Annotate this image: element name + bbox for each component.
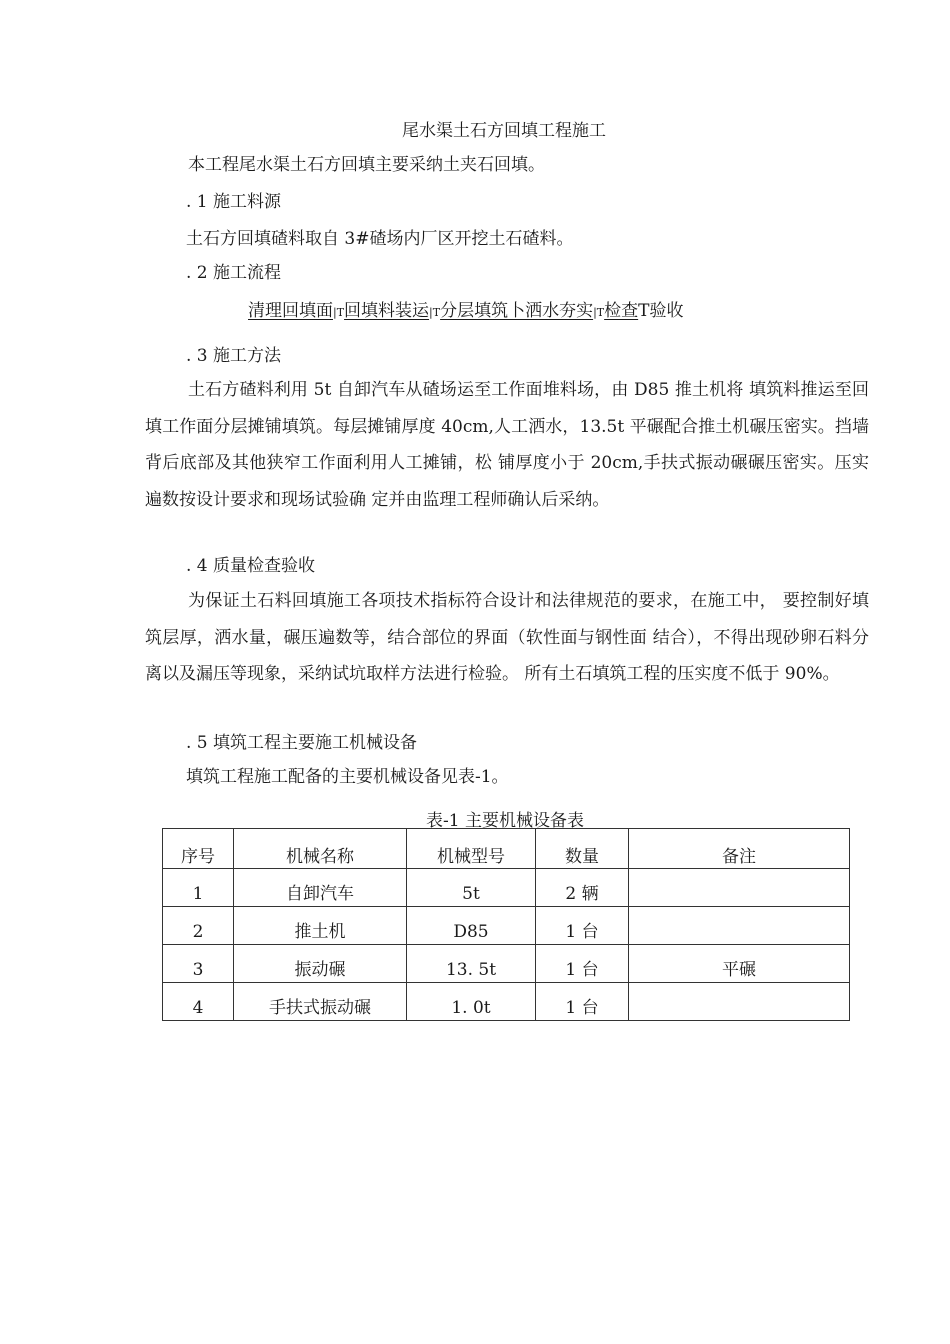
cell-machine-model: 5t <box>407 869 536 907</box>
section-5-heading: . 5 填筑工程主要施工机械设备 <box>186 733 418 753</box>
table-row <box>163 945 850 983</box>
cell-quantity: 1 台 <box>536 983 629 1021</box>
cell-index: 2 <box>163 907 234 945</box>
cell-remarks <box>629 869 850 907</box>
header-machine-model: 机械型号 <box>407 829 536 869</box>
table-header-row <box>163 829 850 869</box>
intro-paragraph: 本工程尾水渠土石方回填主要采纳土夹石回填。 <box>188 155 545 175</box>
cell-index: 1 <box>163 869 234 907</box>
cell-remarks <box>629 907 850 945</box>
flow-step-1: 清理回填面 <box>248 301 333 321</box>
cell-machine-name: 振动碾 <box>234 945 407 983</box>
cell-remarks <box>629 983 850 1021</box>
header-remarks: 备注 <box>629 829 850 869</box>
flow-step-2: 回填料装运 <box>344 301 430 321</box>
flow-separator-1: |T <box>333 306 345 319</box>
cell-machine-name: 手扶式振动碾 <box>234 983 407 1021</box>
equipment-table <box>162 828 850 1021</box>
section-1-body: 土石方回填碴料取自 3#碴场内厂区开挖土石碴料。 <box>186 229 574 249</box>
flow-step-4: 检查 <box>604 301 639 321</box>
cell-machine-model: 1. 0t <box>407 983 536 1021</box>
cell-index: 4 <box>163 983 234 1021</box>
flow-final-step: 验收 <box>649 301 684 321</box>
table-row <box>163 869 850 907</box>
table-caption: 表-1 主要机械设备表 <box>426 811 584 831</box>
header-quantity: 数量 <box>536 829 629 869</box>
document-title: 尾水渠土石方回填工程施工 <box>402 121 606 141</box>
cell-quantity: 1 台 <box>536 945 629 983</box>
cell-machine-model: D85 <box>407 907 536 945</box>
cell-machine-name: 推土机 <box>234 907 407 945</box>
section-4-body: 为保证土石料回填施工各项技术指标符合设计和法律规范的要求，在施工中， 要控制好填筑层厚，洒水量，碾压遍数等，结合部位的界面（软性面与钢性面 结合），不得出现砂卵石料分离以及漏压等现象，采纳试坑取样方法进行检验。 所有土石填筑工程的压实度不低于 90%。 <box>145 591 869 684</box>
cell-quantity: 1 台 <box>536 907 629 945</box>
section-5-body: 填筑工程施工配备的主要机械设备见表-1。 <box>186 767 509 787</box>
cell-remarks: 平碾 <box>629 945 850 983</box>
table-row <box>163 983 850 1021</box>
flow-separator-2: |T <box>429 306 441 319</box>
flow-step-3: 分层填筑卜洒水夯实 <box>440 301 594 321</box>
section-4-heading: . 4 质量检查验收 <box>186 556 316 576</box>
section-3-body: 土石方碴料利用 5t 自卸汽车从碴场运至工作面堆料场，由 D85 推土机将 填筑料推运至回填工作面分层摊铺填筑。每层摊铺厚度 40cm,人工洒水，13.5t 平碾配合推土机碾压密实。挡墙背后底部及其他狭窄工作面利用人工摊铺，松 铺厚度小于 20cm,手扶式振动碾碾压密实。压实遍数按设计要求和现场试验确 定并由监理工程师确认后采纳。 <box>145 380 869 510</box>
section-3-heading: . 3 施工方法 <box>186 346 282 366</box>
header-index: 序号 <box>163 829 234 869</box>
section-2-heading: . 2 施工流程 <box>186 263 282 283</box>
cell-index: 3 <box>163 945 234 983</box>
flow-separator-4: T <box>638 301 650 321</box>
flow-separator-3: |T <box>593 306 605 319</box>
cell-machine-name: 自卸汽车 <box>234 869 407 907</box>
table-row <box>163 907 850 945</box>
header-machine-name: 机械名称 <box>234 829 407 869</box>
cell-machine-model: 13. 5t <box>407 945 536 983</box>
process-flow <box>248 300 683 324</box>
cell-quantity: 2 辆 <box>536 869 629 907</box>
section-1-heading: . 1 施工料源 <box>186 192 282 212</box>
